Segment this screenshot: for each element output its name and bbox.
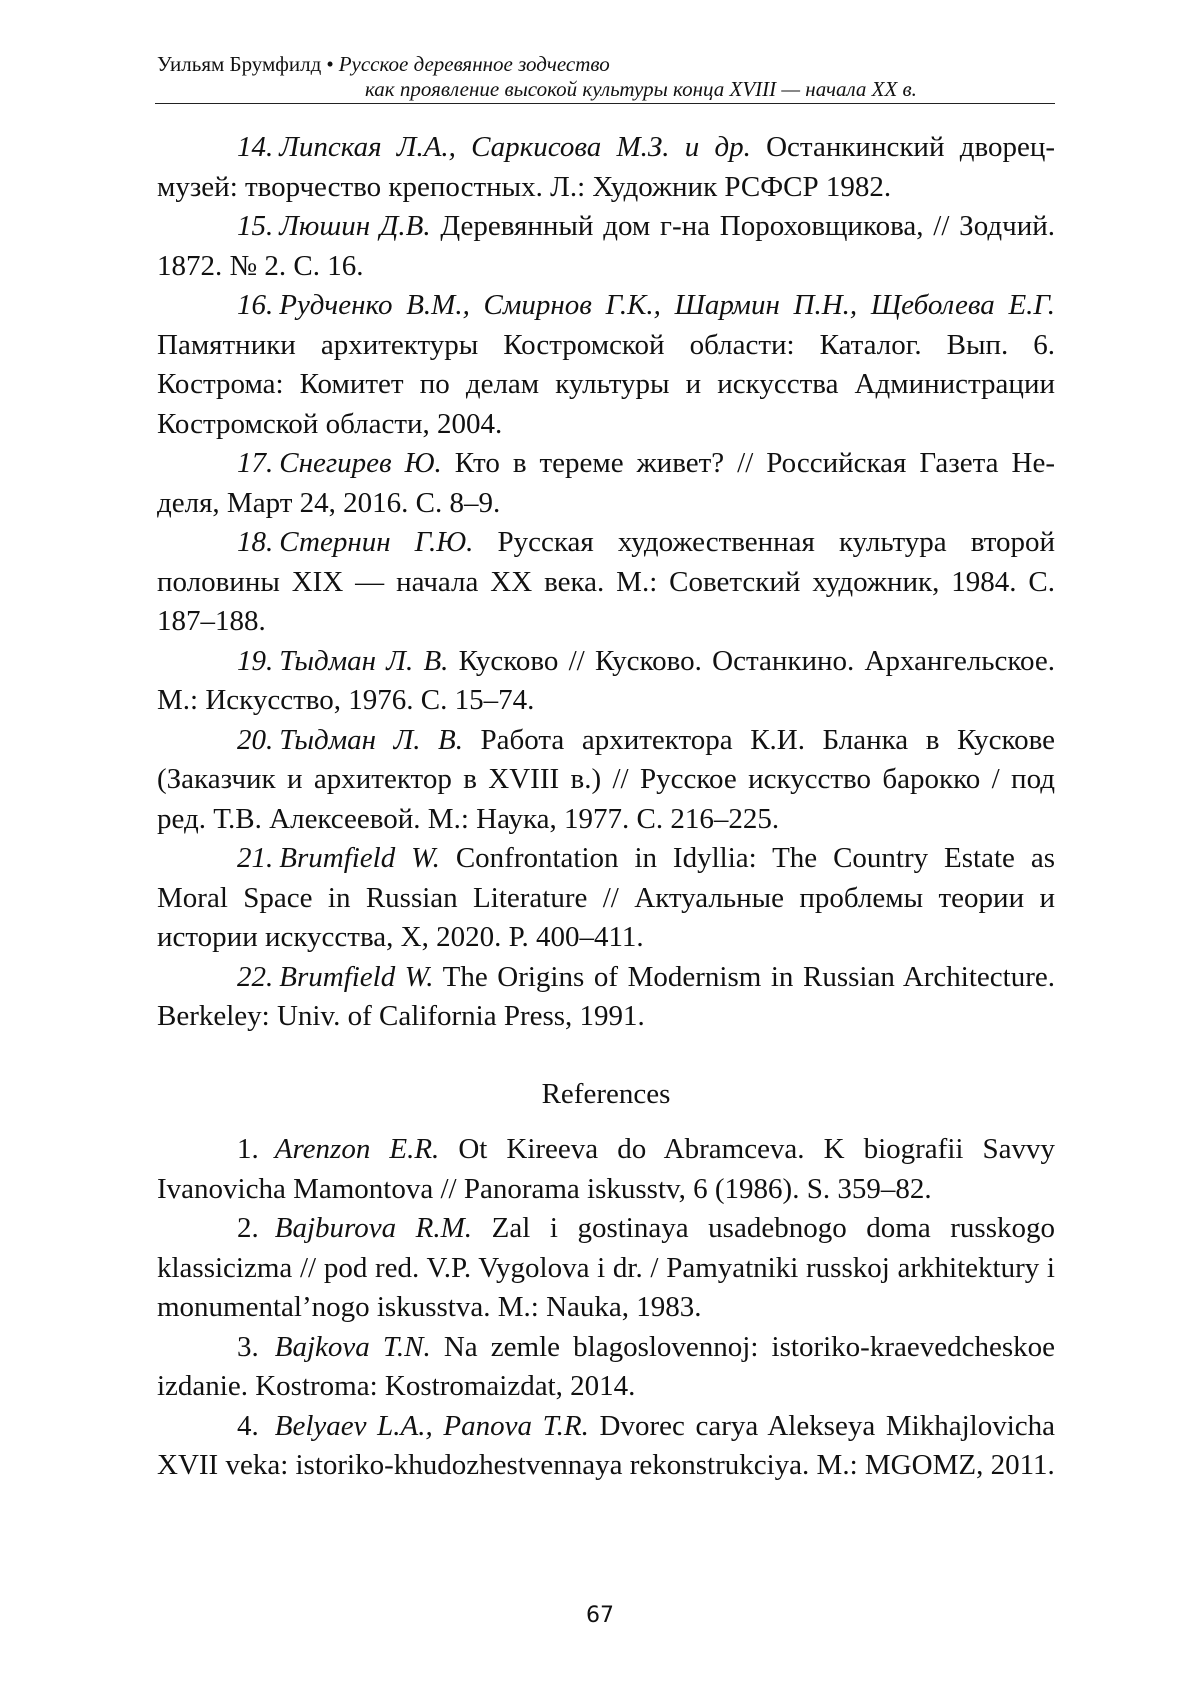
running-head-author: Уильям Брумфилд	[157, 52, 321, 76]
entry-authors: Arenzon E.R.	[275, 1133, 440, 1165]
entry-number: 20.	[237, 724, 273, 756]
reference-entry-4	[157, 1407, 1055, 1486]
entry-text: Zal i gostinaya usadebnogo doma russkogo klassicizma // pod red. V.P. Vygolova i dr. / Pamyatniki russkoj arkhitek­tury i monumental’nogo iskusstva. M.: Nauka, 1983.	[157, 1212, 1055, 1323]
entry-text: Останкинский дво­рец-музей: творчество крепостных. Л.: Художник РСФСР 1982.	[157, 131, 1055, 203]
entry-authors: Brumfield W.	[279, 842, 440, 874]
entry-number: 18.	[237, 526, 273, 558]
document-page	[0, 0, 1200, 1703]
entry-text: Ot Kireeva do Abramceva. K biografii Savvy Ivanovicha Mamontova // Panorama iskusstv, 6 (1986). S. 359–82.	[157, 1133, 1055, 1205]
entry-number: 14.	[237, 131, 273, 163]
bibliography-entry-19	[157, 642, 1055, 721]
entry-authors: Рудченко В.М., Смирнов Г.К., Шармин П.Н., Щеболе­ва Е.Г.	[279, 289, 1055, 321]
entry-number: 3.	[237, 1331, 259, 1363]
entry-number: 16.	[237, 289, 273, 321]
entry-text: Кто в тереме живет? // Российская Газета Не­деля, Март 24, 2016. С. 8–9.	[157, 447, 1055, 519]
bibliography-entry-17	[157, 444, 1055, 523]
entry-authors: Стернин Г.Ю.	[279, 526, 473, 558]
bibliography-entry-20	[157, 721, 1055, 840]
running-head	[157, 52, 1057, 102]
reference-entry-3	[157, 1328, 1055, 1407]
entry-text: Русская художественная культура второй половины XIX — начала XX века. М.: Советский художник, 1984. С. 187–188.	[157, 526, 1055, 637]
bibliography-entry-16	[157, 286, 1055, 444]
entry-number: 17.	[237, 447, 273, 479]
running-head-row-2	[157, 77, 1057, 102]
entry-text: The Origins of Modernism in Russian Architecture. Berkeley: Univ. of California Press, 1991.	[157, 961, 1055, 1033]
entry-text: Деревянный дом г-на Пороховщикова, // Зод­чий. 1872. № 2. С. 16.	[157, 210, 1055, 282]
entry-authors: Тыдман Л. В.	[279, 724, 463, 756]
bibliography-entry-18	[157, 523, 1055, 642]
references-list	[157, 1130, 1055, 1486]
reference-entry-2	[157, 1209, 1055, 1328]
entry-authors: Bajburova R.M.	[275, 1212, 472, 1244]
running-head-title-line-2: как проявление высокой культуры конца XVIII — начала XX в.	[365, 77, 917, 101]
entry-number: 4.	[237, 1410, 259, 1442]
entry-authors: Brumfield W.	[279, 961, 433, 993]
page-number: 67	[0, 1603, 1200, 1628]
entry-authors: Снегирев Ю.	[279, 447, 442, 479]
running-head-row-1	[157, 52, 1057, 77]
reference-entry-1	[157, 1130, 1055, 1209]
entry-text: Confrontation in Idyllia: The Country Estate as Moral Space in Russian Literature // Актуальные проблемы теории и истории искусства, X, 2020. P. 400–411.	[157, 842, 1055, 953]
entry-number: 21.	[237, 842, 273, 874]
bibliography-list	[157, 128, 1055, 1037]
entry-text: Dvorec carya Alekseya Mikha­jlovicha XVII veka: istoriko-khudozhestvennaya rekonstrukciya. M.: MGOMZ, 2011.	[157, 1410, 1055, 1482]
bibliography-entry-21	[157, 839, 1055, 958]
entry-number: 15.	[237, 210, 273, 242]
bibliography-entry-14	[157, 128, 1055, 207]
entry-authors: Липская Л.А., Саркисова М.З. и др.	[279, 131, 751, 163]
entry-number: 19.	[237, 645, 273, 677]
entry-authors: Люшин Д.В.	[279, 210, 430, 242]
entry-authors: Belyaev L.A., Panova T.R.	[275, 1410, 589, 1442]
entry-text: Работа архитектора К.И. Бланка в Кускове (Заказчик и архитектор в XVIII в.) // Русское искусство барокко / под ред. Т.В. Алексеевой. М.: Наука, 1977. С. 216–225.	[157, 724, 1055, 835]
header-rule	[155, 103, 1055, 104]
entry-text: Кусково // Кусково. Останкино. Архангель­ское. М.: Искусство, 1976. С. 15–74.	[157, 645, 1055, 717]
running-head-title-line-1: Русское деревянное зодчество	[339, 52, 610, 76]
entry-text: Памятники архитектуры Костромской области: Каталог. Вып. 6. Кострома: Комитет по делам культуры и искусства Адми­нистрации Костромской области, 2004.	[157, 329, 1055, 440]
running-head-bullet: •	[326, 52, 333, 76]
entry-authors: Bajkova T.N.	[275, 1331, 431, 1363]
bibliography-entry-22	[157, 958, 1055, 1037]
references-heading: References	[157, 1075, 1055, 1115]
entry-authors: Тыдман Л. В.	[279, 645, 448, 677]
entry-number: 1.	[237, 1133, 259, 1165]
entry-number: 2.	[237, 1212, 259, 1244]
entry-text: Na zemle blagoslovennoj: istoriko-kraeved­cheskoe izdanie. Kostroma: Kostromaizdat, 2014.	[157, 1331, 1055, 1403]
entry-number: 22.	[237, 961, 273, 993]
bibliography-entry-15	[157, 207, 1055, 286]
page-body	[157, 128, 1055, 1486]
